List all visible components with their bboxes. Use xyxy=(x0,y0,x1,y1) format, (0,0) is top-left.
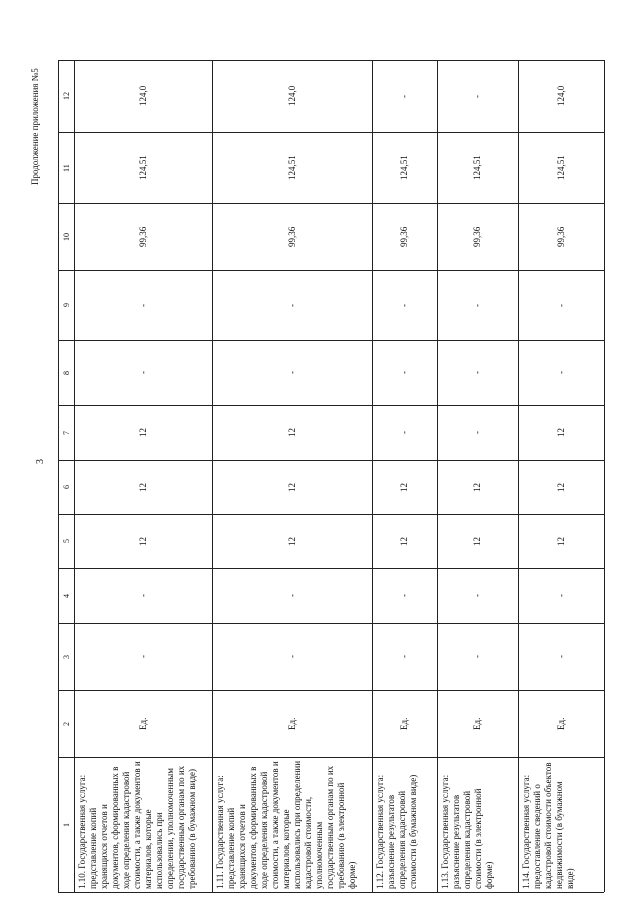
service-name: 1.13. Государственная услуга: разъяснение результатов определения кадастровой стоимости (в электронной форме) xyxy=(440,774,494,889)
value-cell: 12 xyxy=(137,536,148,546)
value-cell: - xyxy=(286,371,297,374)
value-cell: - xyxy=(472,371,482,374)
value-cell: 99,36 xyxy=(399,226,409,247)
value-cell: - xyxy=(399,431,409,434)
value-cell: 12 xyxy=(555,536,566,546)
value-cell: - xyxy=(399,371,409,374)
service-name: 1.10. Государственная услуга: представление копий хранящихся отчетов и документов, сформированных в ходе определения кадастровой стоимости, а также документов и материалов, которые использовались при определении, уполномоченным государственным органам по их требованию (в бумажном виде) xyxy=(77,761,197,889)
column-number: 8 xyxy=(61,370,71,375)
value-cell: 12 xyxy=(472,536,482,546)
row-border xyxy=(74,60,75,892)
column-border xyxy=(58,514,604,515)
value-cell: - xyxy=(555,371,566,374)
unit-cell: Ед. xyxy=(399,717,409,730)
row-border xyxy=(604,60,605,892)
row-border xyxy=(437,60,438,892)
column-border xyxy=(58,460,604,461)
value-cell: - xyxy=(472,655,482,658)
value-cell: - xyxy=(286,655,297,658)
value-cell: - xyxy=(137,655,148,658)
value-cell: - xyxy=(472,431,482,434)
service-name: 1.14. Государственная услуга: предоставление сведений о кадастровой стоимости объектов недвижимости (в бумажном виде) xyxy=(521,762,575,889)
column-number: 11 xyxy=(61,163,71,172)
service-name: 1.11. Государственная услуга: представление копий хранящихся отчетов и документов, сформированных в ходе определения кадастровой стоимости, а также документов и материалов, которые использовались при определении кадастровой стоимости, уполномоченным государственным органам по их требованию (в электронной форме) xyxy=(215,760,357,889)
column-number: 3 xyxy=(61,654,71,659)
unit-cell: Ед. xyxy=(472,717,482,730)
value-cell: 124,0 xyxy=(286,85,297,106)
column-number: 7 xyxy=(61,430,71,435)
value-cell: 12 xyxy=(399,536,409,546)
column-border xyxy=(58,757,604,758)
value-cell: - xyxy=(399,94,409,98)
column-border xyxy=(58,340,604,341)
value-cell: 124,51 xyxy=(286,155,297,180)
unit-cell: Ед. xyxy=(137,717,148,730)
row-border xyxy=(518,60,519,892)
value-cell: 12 xyxy=(472,482,482,492)
value-cell: - xyxy=(286,303,297,307)
value-cell: - xyxy=(399,594,409,597)
column-border xyxy=(58,892,604,893)
value-cell: 99,36 xyxy=(286,226,297,247)
row-border xyxy=(212,60,213,892)
column-border xyxy=(58,623,604,624)
row-border xyxy=(58,60,59,892)
value-cell: 12 xyxy=(286,428,297,437)
value-cell: 99,36 xyxy=(472,226,482,247)
value-cell: 12 xyxy=(286,482,297,492)
value-cell: - xyxy=(472,594,482,597)
value-cell: - xyxy=(399,655,409,658)
value-cell: 12 xyxy=(137,428,148,437)
value-cell: - xyxy=(555,655,566,658)
column-border xyxy=(58,60,604,61)
service-name: 1.12. Государственная услуга: разъяснение результатов определения кадастровой стоимости (в бумажном виде) xyxy=(375,774,418,889)
value-cell: 99,36 xyxy=(555,226,566,247)
value-cell: 12 xyxy=(399,482,409,492)
value-cell: 124,51 xyxy=(555,155,566,180)
value-cell: 12 xyxy=(137,482,148,492)
value-cell: 99,36 xyxy=(137,226,148,247)
appendix-label: Продолжение приложения №5 xyxy=(30,68,40,185)
value-cell: 12 xyxy=(286,536,297,546)
value-cell: 124,51 xyxy=(137,155,148,180)
value-cell: - xyxy=(555,303,566,307)
value-cell: 124,51 xyxy=(399,155,409,180)
column-border xyxy=(58,690,604,691)
column-number: 1 xyxy=(61,822,71,827)
column-border xyxy=(58,132,604,133)
column-number: 9 xyxy=(61,303,71,307)
value-cell: - xyxy=(399,303,409,307)
column-number: 12 xyxy=(61,92,71,100)
value-cell: - xyxy=(472,303,482,307)
column-border xyxy=(58,203,604,204)
value-cell: 124,0 xyxy=(555,85,566,106)
column-number: 6 xyxy=(61,485,71,489)
value-cell: - xyxy=(472,94,482,98)
column-number: 2 xyxy=(61,721,71,726)
page-number: 3 xyxy=(35,459,46,464)
unit-cell: Ед. xyxy=(555,717,566,730)
value-cell: 12 xyxy=(555,428,566,437)
value-cell: 124,51 xyxy=(472,155,482,180)
value-cell: - xyxy=(137,594,148,597)
value-cell: - xyxy=(137,303,148,307)
column-number: 10 xyxy=(61,232,71,241)
column-number: 5 xyxy=(61,539,71,543)
column-number: 4 xyxy=(61,593,71,598)
value-cell: - xyxy=(137,371,148,374)
value-cell: - xyxy=(555,594,566,597)
value-cell: - xyxy=(286,594,297,597)
column-border xyxy=(58,270,604,271)
column-border xyxy=(58,568,604,569)
value-cell: 124,0 xyxy=(137,85,148,106)
unit-cell: Ед. xyxy=(286,717,297,730)
row-border xyxy=(372,60,373,892)
value-cell: 12 xyxy=(555,482,566,492)
column-border xyxy=(58,405,604,406)
